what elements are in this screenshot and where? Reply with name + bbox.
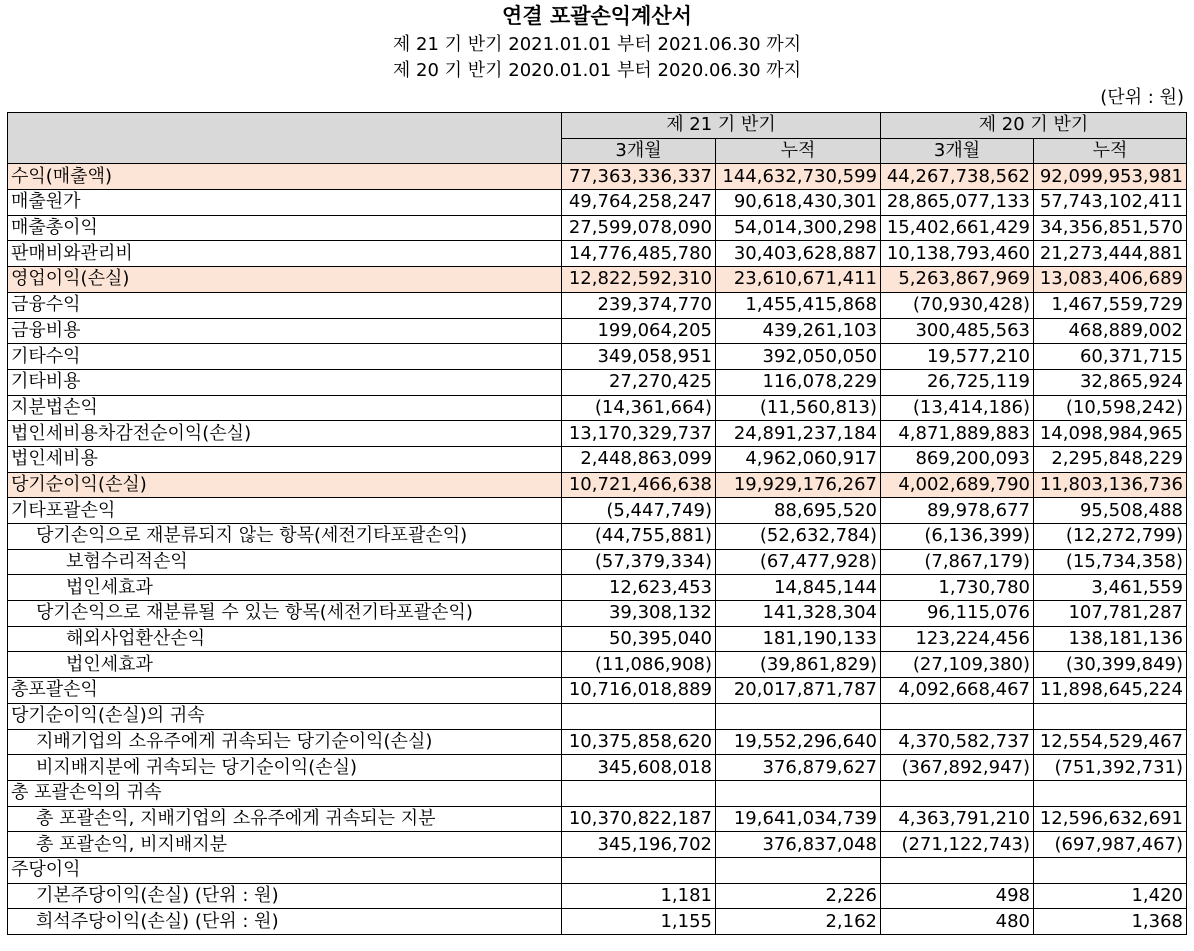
- value-cell: 26,725,119: [881, 369, 1034, 395]
- value-cell: 13,083,406,689: [1034, 267, 1187, 293]
- header-cum-21: 누적: [716, 138, 881, 164]
- value-cell: 439,261,103: [716, 318, 881, 344]
- value-cell: 23,610,671,411: [716, 267, 881, 293]
- value-cell: 1,181: [562, 883, 716, 909]
- value-cell: 116,078,229: [716, 369, 881, 395]
- value-cell: 15,402,661,429: [881, 215, 1034, 241]
- value-cell: 39,308,132: [562, 601, 716, 627]
- value-cell: 1,455,415,868: [716, 292, 881, 318]
- row-label: 매출총이익: [8, 215, 562, 241]
- value-cell: 14,845,144: [716, 575, 881, 601]
- value-cell: 376,879,627: [716, 755, 881, 781]
- table-row: [8, 446, 1187, 472]
- value-cell: 90,618,430,301: [716, 190, 881, 216]
- row-label: 기타수익: [8, 344, 562, 370]
- value-cell: 392,050,050: [716, 344, 881, 370]
- row-label: 당기손익으로 재분류될 수 있는 항목(세전기타포괄손익): [8, 601, 562, 627]
- value-cell: 10,375,858,620: [562, 729, 716, 755]
- value-cell: 50,395,040: [562, 626, 716, 652]
- value-cell: (13,414,186): [881, 395, 1034, 421]
- value-cell: 349,058,951: [562, 344, 716, 370]
- row-label: 영업이익(손실): [8, 267, 562, 293]
- table-row: [8, 524, 1187, 550]
- value-cell: 11,898,645,224: [1034, 678, 1187, 704]
- value-cell: (11,560,813): [716, 395, 881, 421]
- value-cell: 239,374,770: [562, 292, 716, 318]
- value-cell: 376,837,048: [716, 832, 881, 858]
- value-cell: 5,263,867,969: [881, 267, 1034, 293]
- table-row: [8, 395, 1187, 421]
- value-cell: 480: [881, 909, 1034, 935]
- value-cell: 10,721,466,638: [562, 472, 716, 498]
- table-row: [8, 549, 1187, 575]
- value-cell: 2,448,863,099: [562, 446, 716, 472]
- value-cell: [716, 703, 881, 729]
- value-cell: 32,865,924: [1034, 369, 1187, 395]
- table-row: [8, 755, 1187, 781]
- row-label: 주당이익: [8, 857, 562, 883]
- value-cell: 2,162: [716, 909, 881, 935]
- value-cell: 144,632,730,599: [716, 164, 881, 190]
- value-cell: 13,170,329,737: [562, 421, 716, 447]
- value-cell: 4,092,668,467: [881, 678, 1034, 704]
- value-cell: 28,865,077,133: [881, 190, 1034, 216]
- value-cell: 10,370,822,187: [562, 806, 716, 832]
- value-cell: 11,803,136,736: [1034, 472, 1187, 498]
- table-row: [8, 909, 1187, 935]
- value-cell: [881, 857, 1034, 883]
- row-label: 법인세비용차감전순이익(손실): [8, 421, 562, 447]
- row-label: 판매비와관리비: [8, 241, 562, 267]
- value-cell: 181,190,133: [716, 626, 881, 652]
- value-cell: [562, 780, 716, 806]
- table-row: [8, 421, 1187, 447]
- value-cell: (67,477,928): [716, 549, 881, 575]
- table-row: [8, 806, 1187, 832]
- table-row: [8, 575, 1187, 601]
- value-cell: 141,328,304: [716, 601, 881, 627]
- value-cell: 27,270,425: [562, 369, 716, 395]
- table-row: [8, 215, 1187, 241]
- row-label: 법인세효과: [8, 575, 562, 601]
- row-label: 기타비용: [8, 369, 562, 395]
- value-cell: 88,695,520: [716, 498, 881, 524]
- value-cell: 2,295,848,229: [1034, 446, 1187, 472]
- value-cell: 123,224,456: [881, 626, 1034, 652]
- value-cell: 1,155: [562, 909, 716, 935]
- value-cell: 1,730,780: [881, 575, 1034, 601]
- row-label: 보험수리적손익: [8, 549, 562, 575]
- value-cell: 498: [881, 883, 1034, 909]
- table-row: [8, 292, 1187, 318]
- value-cell: 4,871,889,883: [881, 421, 1034, 447]
- period-current: 제 21 기 반기 2021.01.01 부터 2021.06.30 까지: [392, 34, 802, 55]
- value-cell: 77,363,336,337: [562, 164, 716, 190]
- row-label: 총 포괄손익, 비지배지분: [8, 832, 562, 858]
- row-label: 총 포괄손익, 지배기업의 소유주에게 귀속되는 지분: [8, 806, 562, 832]
- value-cell: [716, 857, 881, 883]
- value-cell: 20,017,871,787: [716, 678, 881, 704]
- value-cell: [562, 857, 716, 883]
- value-cell: 1,467,559,729: [1034, 292, 1187, 318]
- value-cell: (751,392,731): [1034, 755, 1187, 781]
- value-cell: 138,181,136: [1034, 626, 1187, 652]
- value-cell: 19,552,296,640: [716, 729, 881, 755]
- table-row: [8, 601, 1187, 627]
- value-cell: 19,641,034,739: [716, 806, 881, 832]
- value-cell: 54,014,300,298: [716, 215, 881, 241]
- value-cell: 468,889,002: [1034, 318, 1187, 344]
- value-cell: 4,962,060,917: [716, 446, 881, 472]
- value-cell: [881, 780, 1034, 806]
- unit-label: (단위 : 원): [1100, 87, 1184, 108]
- value-cell: 14,776,485,780: [562, 241, 716, 267]
- value-cell: (12,272,799): [1034, 524, 1187, 550]
- value-cell: 92,099,953,981: [1034, 164, 1187, 190]
- table-row: [8, 652, 1187, 678]
- value-cell: 345,608,018: [562, 755, 716, 781]
- income-statement-table: [7, 112, 1187, 935]
- value-cell: 12,554,529,467: [1034, 729, 1187, 755]
- row-label: 법인세효과: [8, 652, 562, 678]
- table-row: [8, 344, 1187, 370]
- value-cell: 12,623,453: [562, 575, 716, 601]
- row-label: 지분법손익: [8, 395, 562, 421]
- row-label: 지배기업의 소유주에게 귀속되는 당기순이익(손실): [8, 729, 562, 755]
- value-cell: (57,379,334): [562, 549, 716, 575]
- value-cell: 34,356,851,570: [1034, 215, 1187, 241]
- value-cell: [1034, 703, 1187, 729]
- table-row: [8, 780, 1187, 806]
- row-label: 법인세비용: [8, 446, 562, 472]
- value-cell: 24,891,237,184: [716, 421, 881, 447]
- value-cell: (10,598,242): [1034, 395, 1187, 421]
- value-cell: (70,930,428): [881, 292, 1034, 318]
- header-period-21: 제 21 기 반기: [562, 113, 881, 139]
- value-cell: 19,577,210: [881, 344, 1034, 370]
- header-cum-20: 누적: [1034, 138, 1187, 164]
- value-cell: (39,861,829): [716, 652, 881, 678]
- row-label: 기본주당이익(손실) (단위 : 원): [8, 883, 562, 909]
- value-cell: 21,273,444,881: [1034, 241, 1187, 267]
- value-cell: 19,929,176,267: [716, 472, 881, 498]
- value-cell: (52,632,784): [716, 524, 881, 550]
- row-label: 총 포괄손익의 귀속: [8, 780, 562, 806]
- row-label: 해외사업환산손익: [8, 626, 562, 652]
- header-row-periods: [8, 113, 1187, 139]
- header-account: [8, 113, 562, 164]
- table-row: [8, 498, 1187, 524]
- header-3m-21: 3개월: [562, 138, 716, 164]
- value-cell: 12,596,632,691: [1034, 806, 1187, 832]
- value-cell: [562, 703, 716, 729]
- table-row: [8, 832, 1187, 858]
- value-cell: 96,115,076: [881, 601, 1034, 627]
- row-label: 당기순이익(손실): [8, 472, 562, 498]
- value-cell: 14,098,984,965: [1034, 421, 1187, 447]
- value-cell: 300,485,563: [881, 318, 1034, 344]
- table-row: [8, 164, 1187, 190]
- value-cell: (44,755,881): [562, 524, 716, 550]
- table-row: [8, 190, 1187, 216]
- value-cell: 345,196,702: [562, 832, 716, 858]
- value-cell: 107,781,287: [1034, 601, 1187, 627]
- value-cell: (27,109,380): [881, 652, 1034, 678]
- table-row: [8, 318, 1187, 344]
- table-row: [8, 267, 1187, 293]
- table-row: [8, 857, 1187, 883]
- row-label: 희석주당이익(손실) (단위 : 원): [8, 909, 562, 935]
- value-cell: 4,002,689,790: [881, 472, 1034, 498]
- value-cell: 49,764,258,247: [562, 190, 716, 216]
- row-label: 비지배지분에 귀속되는 당기순이익(손실): [8, 755, 562, 781]
- table-row: [8, 703, 1187, 729]
- row-label: 기타포괄손익: [8, 498, 562, 524]
- value-cell: 199,064,205: [562, 318, 716, 344]
- value-cell: 3,461,559: [1034, 575, 1187, 601]
- table-row: [8, 472, 1187, 498]
- value-cell: [1034, 780, 1187, 806]
- table-row: [8, 626, 1187, 652]
- value-cell: 89,978,677: [881, 498, 1034, 524]
- table-row: [8, 678, 1187, 704]
- value-cell: 869,200,093: [881, 446, 1034, 472]
- row-label: 당기순이익(손실)의 귀속: [8, 703, 562, 729]
- value-cell: 12,822,592,310: [562, 267, 716, 293]
- row-label: 매출원가: [8, 190, 562, 216]
- value-cell: (30,399,849): [1034, 652, 1187, 678]
- table-row: [8, 369, 1187, 395]
- value-cell: [881, 703, 1034, 729]
- row-label: 수익(매출액): [8, 164, 562, 190]
- header-3m-20: 3개월: [881, 138, 1034, 164]
- row-label: 총포괄손익: [8, 678, 562, 704]
- value-cell: (14,361,664): [562, 395, 716, 421]
- value-cell: (5,447,749): [562, 498, 716, 524]
- value-cell: 1,368: [1034, 909, 1187, 935]
- value-cell: (6,136,399): [881, 524, 1034, 550]
- value-cell: 30,403,628,887: [716, 241, 881, 267]
- value-cell: (697,987,467): [1034, 832, 1187, 858]
- value-cell: 95,508,488: [1034, 498, 1187, 524]
- period-prior: 제 20 기 반기 2020.01.01 부터 2020.06.30 까지: [392, 60, 802, 81]
- value-cell: [1034, 857, 1187, 883]
- value-cell: (7,867,179): [881, 549, 1034, 575]
- value-cell: (15,734,358): [1034, 549, 1187, 575]
- value-cell: 4,370,582,737: [881, 729, 1034, 755]
- value-cell: [716, 780, 881, 806]
- value-cell: 10,716,018,889: [562, 678, 716, 704]
- header-period-20: 제 20 기 반기: [881, 113, 1187, 139]
- value-cell: 60,371,715: [1034, 344, 1187, 370]
- value-cell: (11,086,908): [562, 652, 716, 678]
- table-row: [8, 729, 1187, 755]
- row-label: 금융수익: [8, 292, 562, 318]
- value-cell: 44,267,738,562: [881, 164, 1034, 190]
- row-label: 당기손익으로 재분류되지 않는 항목(세전기타포괄손익): [8, 524, 562, 550]
- value-cell: (271,122,743): [881, 832, 1034, 858]
- row-label: 금융비용: [8, 318, 562, 344]
- value-cell: 1,420: [1034, 883, 1187, 909]
- table-row: [8, 241, 1187, 267]
- value-cell: 57,743,102,411: [1034, 190, 1187, 216]
- value-cell: 10,138,793,460: [881, 241, 1034, 267]
- value-cell: 2,226: [716, 883, 881, 909]
- value-cell: (367,892,947): [881, 755, 1034, 781]
- statement-title: 연결 포괄손익계산서: [502, 4, 692, 28]
- table-row: [8, 883, 1187, 909]
- value-cell: 27,599,078,090: [562, 215, 716, 241]
- value-cell: 4,363,791,210: [881, 806, 1034, 832]
